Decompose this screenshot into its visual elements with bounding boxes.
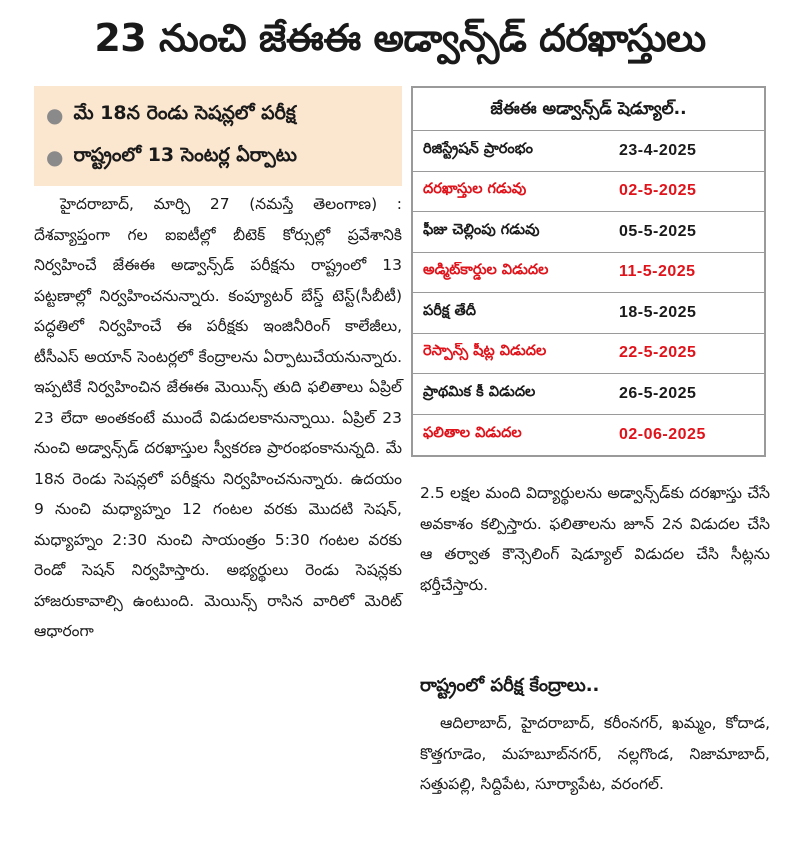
schedule-label: పరీక్ష తేదీ — [423, 302, 477, 319]
article-paragraph: 2.5 లక్షల మంది విద్యార్థులను అడ్వాన్స్‌డ్‌కు దరఖాస్తు చేసే అవకాశం కల్పిస్తారు. ఫలితాలను జూన్ 2న విడుదల చేసి ఆ తర్వాత కౌన్సెలింగ్ షెడ్యూల్ విడుదల చేసి సీట్లను భర్తీచేస్తారు. — [420, 484, 770, 594]
headline: 23 నుంచి జేఈఈ అడ్వాన్స్‌డ్ దరఖాస్తులు — [94, 16, 706, 60]
article-left-column — [34, 189, 402, 647]
article-paragraph: హైదరాబాద్, మార్చి 27 (నమస్తే తెలంగాణ) : దేశవ్యాప్తంగా గల ఐఐటీల్లో బీటెక్ కోర్సుల్లో ప్రవేశానికి నిర్వహించే జేఈఈ అడ్వాన్స్‌డ్ పరీక్షను రాష్ట్రంలో 13 పట్టణాల్లో నిర్వహించనున్నారు. కంప్యూటర్ బేస్డ్ టెస్ట్(సీబీటీ) పద్ధతిలో నిర్వహించే ఈ పరీక్షకు ఇంజినీరింగ్ కాలేజీలు, టీసీఎస్ అయాన్ సెంటర్లలో కేంద్రాలను ఏర్పాటుచేయనున్నారు. ఇప్పటికే నిర్వహించిన జేఈఈ మెయిన్స్ తుది ఫలితాలు ఏప్రిల్ 23 లేదా అంతకంటే ముందే విడుదలకానున్నాయి. ఏప్రిల్ 23 నుంచి అడ్వాన్స్‌డ్ దరఖాస్తుల స్వీకరణ ప్రారంభంకానున్నది. మే 18న రెండు సెషన్లలో పరీక్షను నిర్వహించనున్నారు. ఉదయం 9 నుంచి మధ్యాహ్నం 12 గంటల వరకు మొదటి సెషన్, మధ్యాహ్నం 2:30 నుంచి సాయంత్రం 5:30 గంటల వరకు రెండో సెషన్ నిర్వహిస్తారు. అభ్యర్థులు రెండు సెషన్లకు హాజరుకావాల్సి ఉంటుంది. మెయిన్స్ రాసిన వారిలో మెరిట్ ఆధారంగా — [34, 195, 402, 640]
schedule-label: రెస్పాన్స్ షీట్ల విడుదల — [423, 343, 547, 360]
schedule-row — [413, 293, 764, 334]
schedule-date: 11-5-2025 — [619, 263, 696, 281]
highlight-item — [46, 94, 390, 136]
schedule-label: ఫీజు చెల్లింపు గడువు — [423, 221, 540, 238]
centers-text: ఆదిలాబాద్, హైదరాబాద్, కరీంనగర్, ఖమ్మం, కోదాడ, కొత్తగూడెం, మహబూబ్‌నగర్, నల్లగొండ, నిజామాబాద్, సత్తుపల్లి, సిద్దిపేట, సూర్యాపేట, వరంగల్. — [420, 714, 770, 793]
highlight-text: మే 18న రెండు సెషన్లలో పరీక్ష — [73, 101, 296, 124]
highlights-box — [34, 86, 402, 186]
schedule-label: అడ్మిట్‌కార్డుల విడుదల — [423, 262, 549, 279]
schedule-date: 23-4-2025 — [619, 141, 697, 159]
article-right-column — [420, 478, 770, 600]
schedule-row — [413, 334, 764, 375]
schedule-table — [411, 86, 766, 457]
schedule-label: ఫలితాల విడుదల — [423, 424, 522, 441]
bullet-icon: ● — [46, 103, 64, 127]
schedule-label: దరఖాస్తుల గడువు — [423, 181, 527, 198]
schedule-row — [413, 131, 764, 172]
schedule-date: 22-5-2025 — [619, 344, 697, 362]
schedule-row — [413, 415, 764, 456]
centers-list — [420, 708, 770, 800]
schedule-row — [413, 212, 764, 253]
schedule-row — [413, 172, 764, 213]
centers-heading: రాష్ట్రంలో పరీక్ష కేంద్రాలు.. — [420, 675, 600, 696]
schedule-row — [413, 374, 764, 415]
schedule-label: ప్రాథమిక కీ విడుదల — [423, 383, 536, 400]
schedule-date: 02-5-2025 — [619, 182, 697, 200]
schedule-label: రిజిస్ట్రేషన్ ప్రారంభం — [423, 140, 533, 157]
schedule-date: 05-5-2025 — [619, 222, 697, 240]
bullet-icon: ● — [46, 145, 64, 169]
schedule-date: 26-5-2025 — [619, 384, 697, 402]
highlight-text: రాష్ట్రంలో 13 సెంటర్ల ఏర్పాటు — [73, 143, 297, 166]
schedule-date: 02-06-2025 — [619, 425, 706, 443]
schedule-title: జేఈఈ అడ్వాన్స్‌డ్ షెడ్యూల్.. — [413, 88, 764, 131]
schedule-date: 18-5-2025 — [619, 303, 697, 321]
highlight-item — [46, 136, 390, 178]
schedule-row — [413, 253, 764, 294]
